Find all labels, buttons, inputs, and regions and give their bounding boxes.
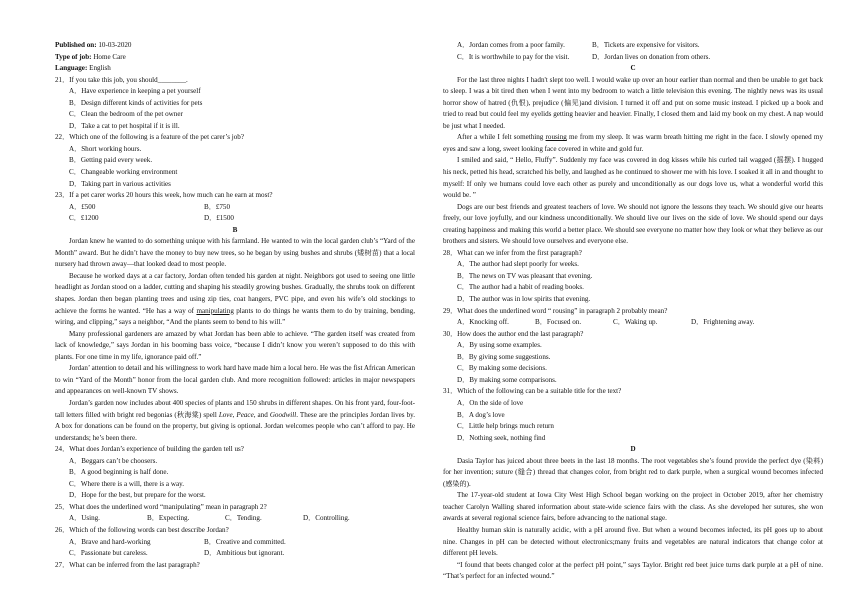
option-27c: C．It is worthwhile to pay for the visit. <box>457 52 570 61</box>
option-24c: C．Where there is a will, there is a way. <box>69 479 184 488</box>
options-27-row2 <box>443 52 823 64</box>
passage-d-paragraph-3: Healthy human skin is naturally acidic, with a pH around five. But when a wound becomes infected, its pH goes up to about nine. Changes in pH can be detected without electronics;many fruits and vegetables are natural indicators that change color at different pH levels. <box>443 525 823 558</box>
options-26-row2 <box>55 548 415 560</box>
option-30c: C．By making some decisions. <box>457 364 547 373</box>
option-31c: C．Little help brings much return <box>457 422 554 431</box>
option-23b: B．£750 <box>204 202 231 211</box>
option-22c: C．Changeable working environment <box>69 168 178 177</box>
passage-d-paragraph-4: “I found that beets changed color at the perfect pH point,” says Taylor. Bright red beet juice turns dark purple at a pH of nine. “That’s perfect for an infected wound.” <box>443 560 823 581</box>
underlined-word-manipulating: manipulating <box>196 306 234 315</box>
option-29c: C．Waking up. <box>613 318 658 327</box>
language-line: Language: English <box>55 64 111 73</box>
option-25a: A．Using. <box>69 514 100 523</box>
left-column <box>55 40 415 571</box>
option-21a: A．Have experience in keeping a pet yourself <box>69 87 201 96</box>
option-29a: A．Knocking off. <box>457 318 509 327</box>
option-27d: D．Jordan lives on donation from others. <box>592 52 711 61</box>
question-29: 29．What does the underlined word “ rousing” in paragraph 2 probably mean? <box>443 306 668 315</box>
passage-c-paragraph-1: For the last three nights I hadn't slept too well. I would wake up over an hour earlier than normal and then be unable to get back to sleep. I was a bit tired then when I went into my bedroom to watch a little television this evening. The nightly news was its usual horror show of hatred (仇恨), prejudice (偏见)and division. I turned it off and put on some music instead. I picked up a book and tried to read but could feel my eyelids getting heavier and heavier. Finally, I closed them and laid my book on my chest. A nap would be just what I needed. <box>443 75 823 130</box>
question-30: 30．How does the author end the last paragraph? <box>443 329 584 338</box>
passage-b-paragraph-2: Because he worked days at a car factory, Jordan often tended his garden at night. Neighbors got used to seeing one little headlight as Jordan stood on a ladder, cutting and shaping his steadily growing bushes. Gradually, the shrubs took on different shapes. Jordan then began planting trees and using zip ties, coat hangers, PVC pipe, and even his wife’s old stockings to achieve the forms he wanted. “He has a way of manipulating plants to do things he wants them to do by training, bending, wiring, and clipping,” says a neighbor, “And the plants seem to bend to his will.” <box>55 271 415 327</box>
job-type-line: Type of job: Home Care <box>55 52 126 61</box>
question-24: 24．What does Jordan’s experience of building the garden tell us? <box>55 445 244 454</box>
options-25-row <box>55 513 415 525</box>
option-26b: B．Creative and committed. <box>204 537 286 546</box>
option-22d: D．Taking part in various activities <box>69 179 171 188</box>
section-d-heading: D <box>630 445 636 454</box>
option-30d: D．By making some comparisons. <box>457 375 557 384</box>
option-24b: B．A good beginning is half done. <box>69 468 169 477</box>
section-b-heading: B <box>232 225 238 234</box>
options-23-row2 <box>55 213 415 225</box>
option-26d: D．Ambitious but ignorant. <box>204 549 285 558</box>
options-29-row <box>443 317 823 329</box>
option-25c: C．Tending. <box>225 514 262 523</box>
passage-b-paragraph-3: Many professional gardeners are amazed by what Jordan has been able to achieve. “The garden itself was created from lack of knowledge,” says Jordan in his booming bass voice, “because I didn’t know you weren’t supposed to do this with plants. For one time in my life, ignorance paid off.” <box>55 329 415 361</box>
passage-b-paragraph-4: Jordan’ attention to detail and his willingness to work hard have made him a local hero. He was the fist African American to win “Yard of the Month” honor from the local garden club. And more recognition followed: articles in major newspapers and appearances on well-known TV shows. <box>55 364 415 396</box>
option-21b: B．Design different kinds of activities for pets <box>69 98 203 107</box>
passage-b-paragraph-1: Jordan knew he wanted to do something unique with his farmland. He wanted to win the local garden club’s “Yard of the Month” award. But he didn’t have the money to buy new trees, so he began by using bushes and shrubs (矮树苗) that a local nursery had thrown away—that looked dead to most people. <box>55 237 415 269</box>
options-23-row1 <box>55 202 415 214</box>
option-27b: B．Tickets are expensive for visitors. <box>592 41 700 49</box>
published-line: Published on: 10-03-2020 <box>55 41 132 49</box>
option-23d: D．£1500 <box>204 214 234 223</box>
options-26-row1 <box>55 537 415 549</box>
option-25b: B．Expecting. <box>147 514 190 523</box>
option-30a: A．By using some examples. <box>457 341 542 350</box>
option-22a: A．Short working hours. <box>69 144 142 153</box>
option-21d: D．Take a cat to pet hospital if it is ill. <box>69 121 180 130</box>
underlined-word-rousing: rousing <box>545 133 567 142</box>
passage-b-paragraph-5: Jordan’s garden now includes about 400 species of plants and 150 shrubs in different shapes. On his front yard, four-foot-tall letters filled with bright red begonias (秋海棠) spell Love, Peace, and Goodwill. These are the principles Jordan lives by. A box for donations can be found on the property, but giving is optional. Jordan welcomes people who can’t afford to pay. He understands; he’s been there. <box>55 398 415 442</box>
option-24d: D．Hope for the best, but prepare for the worst. <box>69 491 206 500</box>
option-31b: B．A dog’s love <box>457 410 505 419</box>
question-22: 22．Which one of the following is a feature of the pet carer’s job? <box>55 133 244 142</box>
question-21: 21．If you take this job, you should________. <box>55 75 188 84</box>
option-24a: A．Beggars can’t be choosers. <box>69 456 158 465</box>
right-column <box>443 40 823 583</box>
option-29b: B．Focused on. <box>535 318 582 327</box>
option-26a: A．Brave and hard-working <box>69 537 151 546</box>
question-26: 26．Which of the following words can best describe Jordan? <box>55 525 229 534</box>
passage-d-paragraph-1: Dasia Taylor has juiced about three beets in the last 18 months. The root vegetables she’s found provide the perfect dye (染料) for her invention; suture (缝合) thread that changes color, from bright red to dark purple, when a surgical wound becomes infected (感染的). <box>443 456 823 488</box>
option-30b: B．By giving some suggestions. <box>457 352 551 361</box>
option-25d: D．Controlling. <box>303 514 350 523</box>
question-28: 28．What can we infer from the first paragraph? <box>443 248 582 257</box>
option-28a: A．The author had slept poorly for weeks. <box>457 260 579 269</box>
option-23a: A．£500 <box>69 202 96 211</box>
options-27-row1 <box>443 40 823 52</box>
option-22b: B．Getting paid every week. <box>69 156 153 165</box>
option-21c: C．Clean the bedroom of the pet owner <box>69 110 183 119</box>
option-28c: C．The author had a habit of reading books. <box>457 283 584 292</box>
question-23: 23．If a pet carer works 20 hours this week, how much can he earn at most? <box>55 191 273 200</box>
option-28b: B．The news on TV was pleasant that evening. <box>457 271 593 280</box>
passage-c-paragraph-2: After a while I felt something rousing me from my sleep. It was warm breath hitting me right in the face. I slowly opened my eyes and saw a long, sweet looking face covered in white and gold fur. <box>443 133 824 153</box>
passage-d-paragraph-2: The 17-year-old student at Iowa City West High School began working on the project in October 2019, after her chemistry teacher Carolyn Walling shared information about state-wide science fairs with the class. As she developed her sutures, she won awards at several regional science fairs, before advancing to the national stage. <box>443 491 823 523</box>
passage-c-paragraph-3: I smiled and said, “ Hello, Fluffy”. Suddenly my face was covered in dog kisses while his curled tail wagged (摇摆). I hugged his neck, petted his head, scratched his belly, and laughed as he continued to shower me with his love. I soaked it all in and thought to myself: If only we humans could love each other as purely and unconditionally as our dogs love us, what a wonderful world this would be. ” <box>443 156 823 200</box>
option-23c: C．£1200 <box>69 214 99 223</box>
question-27: 27．What can be inferred from the last paragraph? <box>55 560 200 569</box>
option-27a: A．Jordan comes from a poor family. <box>457 41 565 49</box>
option-26c: C．Passionate but careless. <box>69 549 148 558</box>
question-25: 25．What does the underlined word “manipulating” mean in paragraph 2? <box>55 502 267 511</box>
option-31a: A．On the side of love <box>457 398 524 407</box>
question-31: 31．Which of the following can be a suitable title for the text? <box>443 387 622 396</box>
option-29d: D．Frightening away. <box>691 318 755 327</box>
passage-c-paragraph-4: Dogs are our best friends and greatest teachers of love. We should not ignore the lessons they teach. We should give our hearts freely, our love joyfully, and our kindness unconditionally. We should live our lives on the side of love. We should spend our days creating happiness and making this world a better place. We should see everyone no matter how they look or what they believe as our brothers and sisters. We should love ourselves and everyone else. <box>443 202 823 246</box>
section-c-heading: C <box>630 64 636 73</box>
option-28d: D．The author was in low spirits that evening. <box>457 295 591 304</box>
option-31d: D．Nothing seek, nothing find <box>457 433 546 442</box>
